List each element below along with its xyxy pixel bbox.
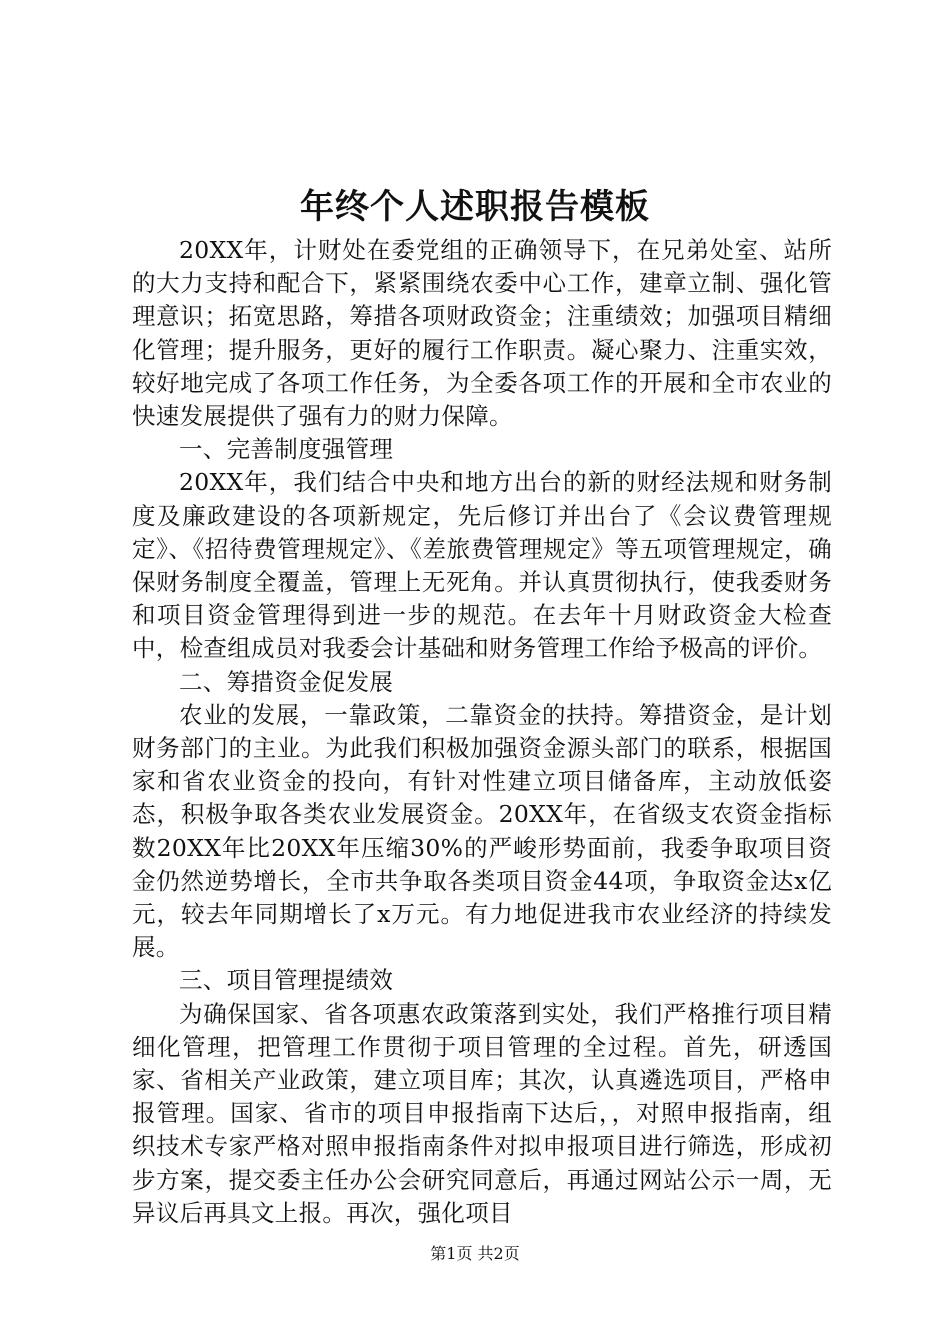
body-paragraph: 20XX年，我们结合中央和地方出台的新的财经法规和财务制度及廉政建设的各项新规定，先后修订并出台了《会议费管理规定》、《招待费管理规定》、《差旅费管理规定》等五项管理规定，确保财务制度全覆盖，管理上无死角。并认真贯彻执行，使我委财务和项目资金管理得到进一步的规范。在去年十月财政资金大检查中，检查组成员对我委会计基础和财务管理工作给予极高的评价。 xyxy=(132,468,832,663)
section-heading: 三、项目管理提绩效 xyxy=(179,966,394,995)
section-heading: 一、完善制度强管理 xyxy=(179,435,394,464)
page-number-footer: 第1页 共2页 xyxy=(430,1244,520,1263)
document-title: 年终个人述职报告模板 xyxy=(300,187,650,227)
section-heading: 二、筹措资金促发展 xyxy=(179,667,394,696)
document-body xyxy=(132,234,832,1230)
body-paragraph: 20XX年，计财处在委党组的正确领导下，在兄弟处室、站所的大力支持和配合下，紧紧围绕农委中心工作，建章立制、强化管理意识；拓宽思路，筹措各项财政资金；注重绩效；加强项目精细化管理；提升服务，更好的履行工作职责。凝心聚力、注重实效，较好地完成了各项工作任务，为全委各项工作的开展和全市农业的快速发展提供了强有力的财力保障。 xyxy=(132,236,832,431)
body-paragraph: 为确保国家、省各项惠农政策落到实处，我们严格推行项目精细化管理，把管理工作贯彻于项目管理的全过程。首先，研透国家、省相关产业政策，建立项目库；其次，认真遴选项目，严格申报管理。国家、省市的项目申报指南下达后，，对照申报指南，组织技术专家严格对照申报指南条件对拟申报项目进行筛选，形成初步方案，提交委主任办公会研究同意后，再通过网站公示一周，无异议后再具文上报。再次，强化项目 xyxy=(132,999,832,1227)
body-paragraph: 农业的发展，一靠政策，二靠资金的扶持。筹措资金，是计划财务部门的主业。为此我们积极加强资金源头部门的联系，根据国家和省农业资金的投向，有针对性建立项目储备库，主动放低姿态，积极争取各类农业发展资金。20XX年，在省级支农资金指标数20XX年比20XX年压缩30%的严峻形势面前，我委争取项目资金仍然逆势增长，全市共争取各类项目资金44项，争取资金达x亿元，较去年同期增长了x万元。有力地促进我市农业经济的持续发展。 xyxy=(132,700,832,962)
